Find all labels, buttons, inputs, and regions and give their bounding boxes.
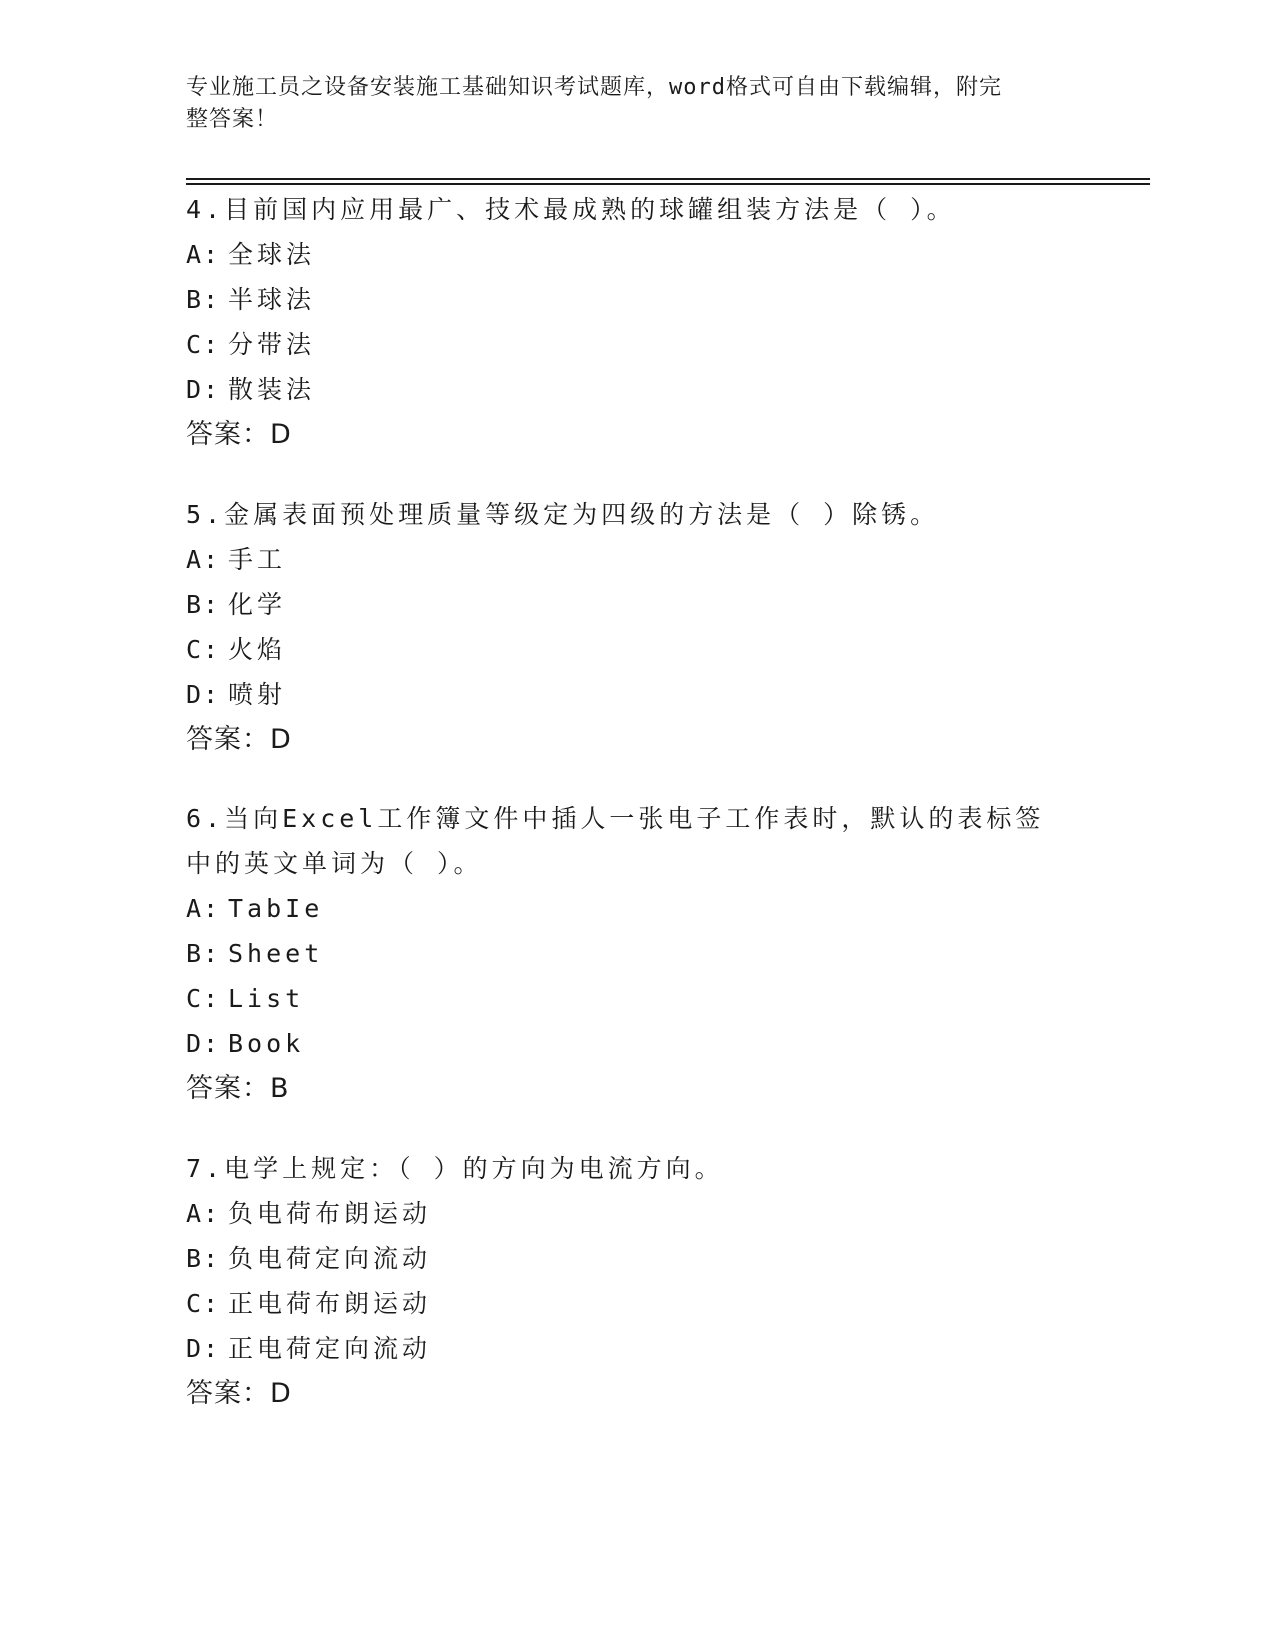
option-text: 化学 [228,590,287,619]
option-letter: B: [186,285,221,314]
option-letter: D: [186,1029,221,1058]
option-letter: A: [186,1199,221,1228]
header-divider-top [186,178,1150,180]
option-text: Sheet [228,939,324,968]
option-d [186,1021,1046,1066]
question-stem: 5.金属表面预处理质量等级定为四级的方法是（ ）除锈。 [186,500,940,529]
option-c [186,1281,1086,1326]
option-text: List [228,984,305,1013]
answer: 答案：D [186,724,292,755]
option-a [186,886,1046,931]
option-letter: D: [186,680,221,709]
option-letter: C: [186,635,221,664]
option-text: 全球法 [228,240,316,269]
option-letter: B: [186,939,221,968]
option-text: 喷射 [228,680,287,709]
question-stem: 7.电学上规定：（ ）的方向为电流方向。 [186,1154,724,1183]
question-stem: 6.当向Excel工作簿文件中插人一张电子工作表时，默认的表标签中的英文单词为（ ）。 [186,804,1045,878]
option-d [186,672,1086,717]
option-b [186,277,1086,322]
answer: 答案：D [186,419,292,450]
option-letter: A: [186,894,221,923]
option-text: 负电荷定向流动 [228,1244,432,1273]
option-a [186,1191,1086,1236]
question-6 [186,796,1046,1111]
option-letter: A: [186,240,221,269]
option-text: 负电荷布朗运动 [228,1199,432,1228]
answer: 答案：D [186,1378,292,1409]
option-letter: B: [186,590,221,619]
option-letter: C: [186,1289,221,1318]
option-text: Book [228,1029,305,1058]
option-text: 正电荷定向流动 [228,1334,432,1363]
option-a [186,232,1086,277]
document-header: 专业施工员之设备安装施工基础知识考试题库，word格式可自由下载编辑，附完 整答案！ [186,75,1002,132]
option-c [186,627,1086,672]
question-stem: 4.目前国内应用最广、技术最成熟的球罐组装方法是（ ）。 [186,195,956,224]
option-text: 半球法 [228,285,316,314]
option-letter: B: [186,1244,221,1273]
option-b [186,931,1046,976]
option-text: 分带法 [228,330,316,359]
option-d [186,367,1086,412]
option-letter: C: [186,984,221,1013]
option-b [186,582,1086,627]
question-5 [186,492,1086,762]
header-divider-bottom [186,183,1150,185]
option-c [186,976,1046,1021]
question-4 [186,187,1086,457]
option-letter: D: [186,1334,221,1363]
option-text: TabIe [228,894,324,923]
option-text: 散装法 [228,375,316,404]
option-c [186,322,1086,367]
option-b [186,1236,1086,1281]
option-d [186,1326,1086,1371]
answer: 答案：B [186,1073,290,1104]
question-7 [186,1146,1086,1416]
option-text: 手工 [228,545,287,574]
option-a [186,537,1086,582]
option-letter: C: [186,330,221,359]
option-text: 火焰 [228,635,287,664]
option-letter: A: [186,545,221,574]
option-text: 正电荷布朗运动 [228,1289,432,1318]
option-letter: D: [186,375,221,404]
